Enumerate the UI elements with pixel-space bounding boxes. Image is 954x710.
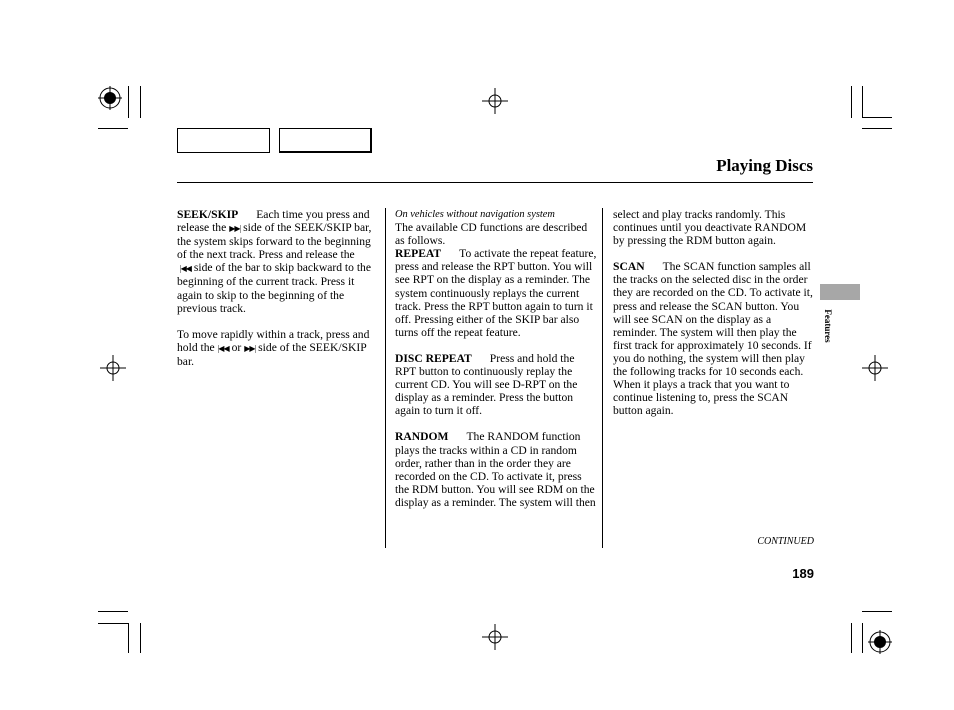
crop-mark: [851, 623, 852, 653]
header-box-right: [279, 128, 372, 153]
registration-mark-top-left: [98, 86, 122, 110]
crop-mark: [98, 611, 128, 612]
body-text: To move rapidly within a track, press and hold the: [177, 327, 370, 354]
column-divider: [385, 208, 386, 548]
column-2: [395, 208, 597, 509]
body-text: side of the bar to skip backward to the beginning of the current track. Press it again to skip to the beginning of the previous track.: [177, 261, 371, 315]
header-rule: [177, 182, 813, 183]
crosshair-mark-right: [862, 355, 888, 381]
crop-mark: [128, 623, 129, 653]
crop-mark: [140, 86, 141, 118]
crop-mark: [862, 128, 892, 129]
body-text: The SCAN function samples all the tracks on the selected disc in the order they are recorded on the CD. To activate it, press and release the SCAN button. You will see SCAN on the display as a reminder. The system will then play the first track for approximately 10 seconds. If you do nothing, the system will then play the following tracks for 10 seconds each. When it plays a track that you want to continue listening to, press the SCAN button again.: [613, 260, 813, 418]
crosshair-mark-left: [100, 355, 126, 381]
section-tab: [820, 284, 860, 300]
header-box-left: [177, 128, 270, 153]
navigation-note: On vehicles without navigation system: [395, 209, 555, 220]
scan-paragraph: [613, 260, 813, 417]
crop-mark: [862, 623, 863, 653]
random-paragraph: [395, 430, 597, 509]
crosshair-mark-top: [482, 88, 508, 114]
registration-mark-bottom-right: [868, 630, 892, 654]
seek-skip-term: SEEK/SKIP: [177, 208, 239, 221]
skip-forward-icon: ▶▶|: [244, 343, 256, 353]
skip-back-icon: |◀◀: [217, 343, 229, 353]
crosshair-mark-bottom: [482, 624, 508, 650]
disc-repeat-term: DISC REPEAT: [395, 351, 472, 365]
column-1: [177, 208, 379, 368]
body-text: or: [231, 340, 242, 354]
repeat-paragraph: [395, 247, 597, 339]
section-label: [818, 304, 838, 348]
disc-repeat-paragraph: [395, 352, 597, 417]
crop-mark: [98, 128, 128, 129]
rapid-paragraph: [177, 328, 379, 368]
body-text: To activate the repeat feature, press and release the RPT button. You will see RPT on the display as a reminder. The system continuously replays the current track. Press the RPT button again to turn it off. Pressing either of the SKIP bar also turns off the repeat feature.: [395, 247, 597, 339]
skip-back-icon: |◀◀: [180, 264, 191, 274]
crop-mark: [862, 86, 863, 118]
crop-mark: [862, 117, 892, 118]
skip-forward-icon: ▶▶|: [229, 224, 241, 234]
repeat-term: REPEAT: [395, 247, 442, 261]
body-text: Press and hold the RPT button to continuously replay the current CD. You will see D-RPT on the display as a reminder. Press the button again to turn it off.: [395, 351, 578, 418]
section-label-text: Features: [823, 309, 833, 343]
intro-paragraph: The available CD functions are described as follows.: [395, 221, 588, 248]
random-term: RANDOM: [395, 430, 449, 444]
continued-label: CONTINUED: [757, 536, 814, 547]
column-divider: [602, 208, 603, 548]
random-continued-paragraph: select and play tracks randomly. This continues until you deactivate RANDOM by pressing the RDM button again.: [613, 208, 807, 248]
body-text: side of the SEEK/SKIP bar.: [177, 340, 367, 368]
seek-skip-paragraph: [177, 208, 379, 315]
crop-mark: [851, 86, 852, 118]
crop-mark: [862, 611, 892, 612]
scan-term: SCAN: [613, 260, 645, 274]
page-number: 189: [792, 566, 814, 581]
crop-mark: [140, 623, 141, 653]
crop-mark: [98, 623, 128, 624]
body-text: Each time you press and release the: [177, 208, 370, 235]
body-text: side of the SEEK/SKIP bar, the system skips forward to the beginning of the next track. Press and release the: [177, 221, 372, 262]
page-title: Playing Discs: [716, 156, 813, 175]
body-text: The RANDOM function plays the tracks within a CD in random order, rather than in the order they are recorded on the CD. To activate it, press the RDM button. You will see RDM on the display as a reminder. The system will then: [395, 430, 596, 509]
column-3: [613, 208, 813, 417]
crop-mark: [128, 86, 129, 118]
